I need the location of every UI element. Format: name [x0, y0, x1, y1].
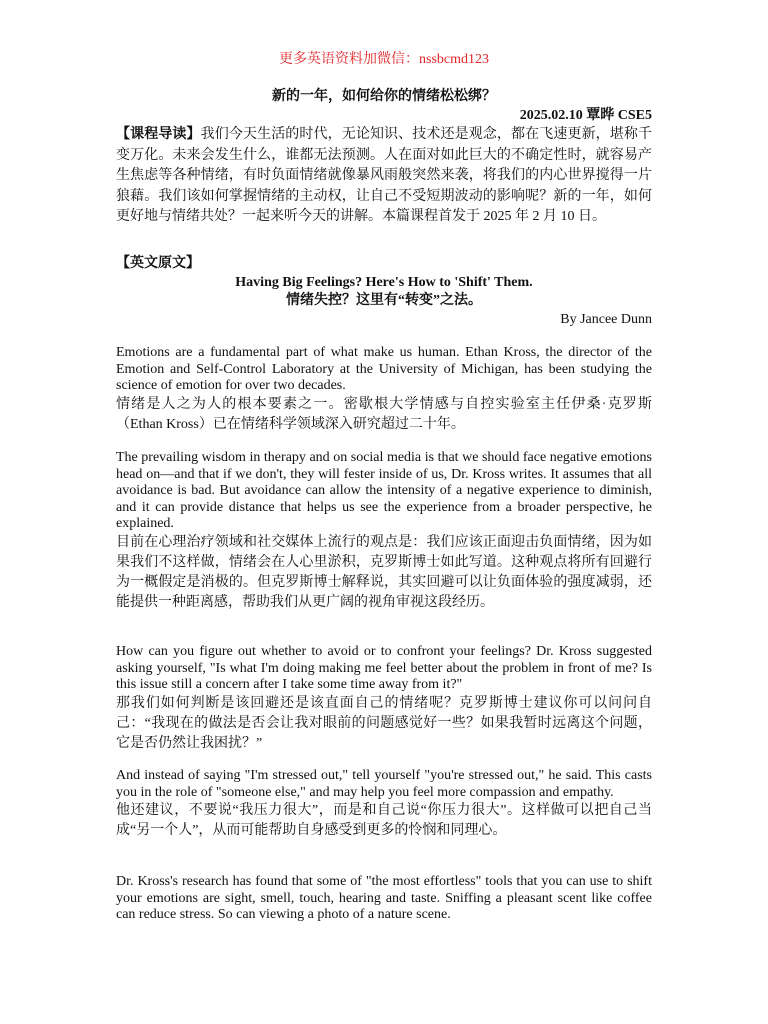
section-label: 【英文原文】: [116, 256, 200, 271]
article-title-en: Having Big Feelings? Here's How to 'Shift' Them.: [235, 275, 533, 290]
course-intro: [116, 125, 652, 228]
article-paragraph: [116, 345, 652, 435]
article-byline: By Jancee Dunn: [560, 312, 652, 327]
intro-text: 我们今天生活的时代，无论知识、技术还是观念，都在飞速更新，堪称千变万化。未来会发生什么，谁都无法预测。人在面对如此巨大的不确定性时，就容易产生焦虑等各种情绪，有时负面情绪就像暴风雨般突然来袭，将我们的内心世界搅得一片狼藉。我们该如何掌握情绪的主动权，让自己不受短期波动的影响呢？新的一年，如何更好地与情绪共处？一起来听今天的讲解。本篇课程首发于 2025 年 2 月 10 日。: [116, 127, 653, 224]
article-title-cn: 情绪失控？这里有“转变”之法。: [286, 293, 482, 308]
paragraph-chinese: 那我们如何判断是该回避还是该直面自己的情绪呢？克罗斯博士建议你可以问问自己：“我现在的做法是否会让我对眼前的问题感觉好一些？如果我暂时远离这个问题，它是否仍然让我困扰？”: [116, 695, 652, 751]
article-paragraph: [116, 450, 652, 613]
paragraph-english: Emotions are a fundamental part of what make us human. Ethan Kross, the director of the Emotion and Self-Control Laboratory at the University of Michigan, has been studying the science of emotion for over two decades.: [116, 345, 652, 393]
paragraph-english: Dr. Kross's research has found that some of "the most effortless" tools that you can use to shift your emotions are sight, smell, touch, hearing and taste. Sniffing a pleasant scent like coffee can reduce stress. So can viewing a photo of a nature scene.: [116, 874, 652, 922]
page-title: 新的一年，如何给你的情绪松松绑？: [272, 89, 496, 104]
paragraph-english: How can you figure out whether to avoid or to confront your feelings? Dr. Kross suggested asking yourself, "Is what I'm doing making me feel better about the problem in front of me? Is this issue still a concern after I take some time away from it?": [116, 644, 652, 692]
paragraph-english: The prevailing wisdom in therapy and on social media is that we should face negative emotions head on—and that if we don't, they will fester inside of us, Dr. Kross writes. It assumes that all avoidance is bad. But avoidance can allow the intensity of a negative experience to diminish, and it can provide distance that helps us see the experience from a broader perspective, he explained.: [116, 450, 652, 531]
paragraph-chinese: 情绪是人之为人的根本要素之一。密歇根大学情感与自控实验室主任伊桑·克罗斯（Ethan Kross）已在情绪科学领域深入研究超过二十年。: [116, 396, 652, 432]
wechat-promo-line: 更多英语资料加微信：nssbcmd123: [279, 52, 489, 67]
paragraph-chinese: 他还建议，不要说“我压力很大”，而是和自己说“你压力很大”。这样做可以把自己当成“另一个人”，从而可能帮助自身感受到更多的怜悯和同理心。: [116, 803, 652, 838]
intro-label: 【课程导读】: [116, 127, 201, 142]
date-author-line: 2025.02.10 覃晔 CSE5: [519, 108, 652, 123]
article-paragraph: [116, 874, 652, 924]
paragraph-english: And instead of saying "I'm stressed out," tell yourself "you're stressed out," he said. This casts you in the role of "someone else," and may help you feel more compassion and empathy.: [116, 768, 652, 800]
paragraph-chinese: 目前在心理治疗领域和社交媒体上流行的观点是：我们应该正面迎击负面情绪，因为如果我们不这样做，情绪会在人心里淤积，克罗斯博士如此写道。这种观点将所有回避行为一概假定是消极的。但克罗斯博士解释说，其实回避可以让负面体验的强度减弱，还能提供一种距离感，帮助我们从更广阔的视角审视这段经历。: [116, 534, 652, 610]
article-paragraph: [116, 768, 652, 841]
article-paragraph: [116, 644, 652, 754]
